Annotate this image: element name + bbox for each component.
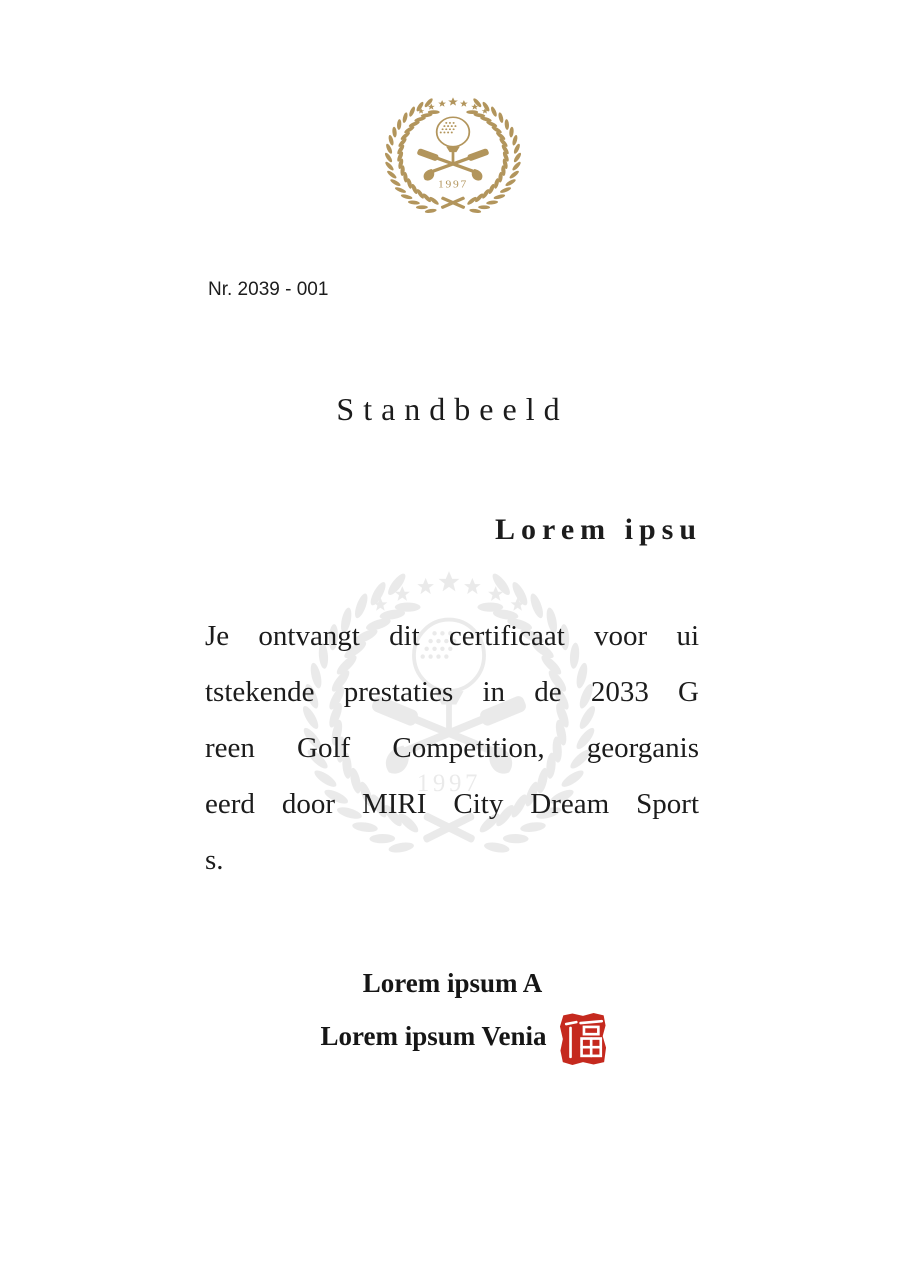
- signature-row-1: [0, 968, 905, 999]
- certificate-body: [205, 608, 699, 888]
- golf-emblem-logo: [385, 94, 521, 214]
- signature-name: Lorem ipsum Venia: [320, 1021, 547, 1051]
- body-line: s.: [205, 844, 224, 876]
- signature-name: Lorem ipsum A: [362, 968, 543, 998]
- fortune-seal-stamp-icon: [559, 1012, 607, 1066]
- seal-glyph: [559, 1012, 607, 1066]
- certificate-title: Standbeeld: [336, 391, 569, 427]
- body-line: eerd door MIRI City Dream Sport: [205, 788, 699, 820]
- signature-row-2: [0, 1021, 905, 1066]
- certificate-number: Nr. 2039 - 001: [208, 279, 329, 300]
- recipient-name: Lorem ipsu: [495, 513, 702, 546]
- body-line: tstekende prestaties in de 2033 G: [205, 676, 699, 708]
- body-line: reen Golf Competition, georganis: [205, 732, 699, 764]
- body-line: Je ontvangt dit certificaat voor ui: [205, 620, 699, 652]
